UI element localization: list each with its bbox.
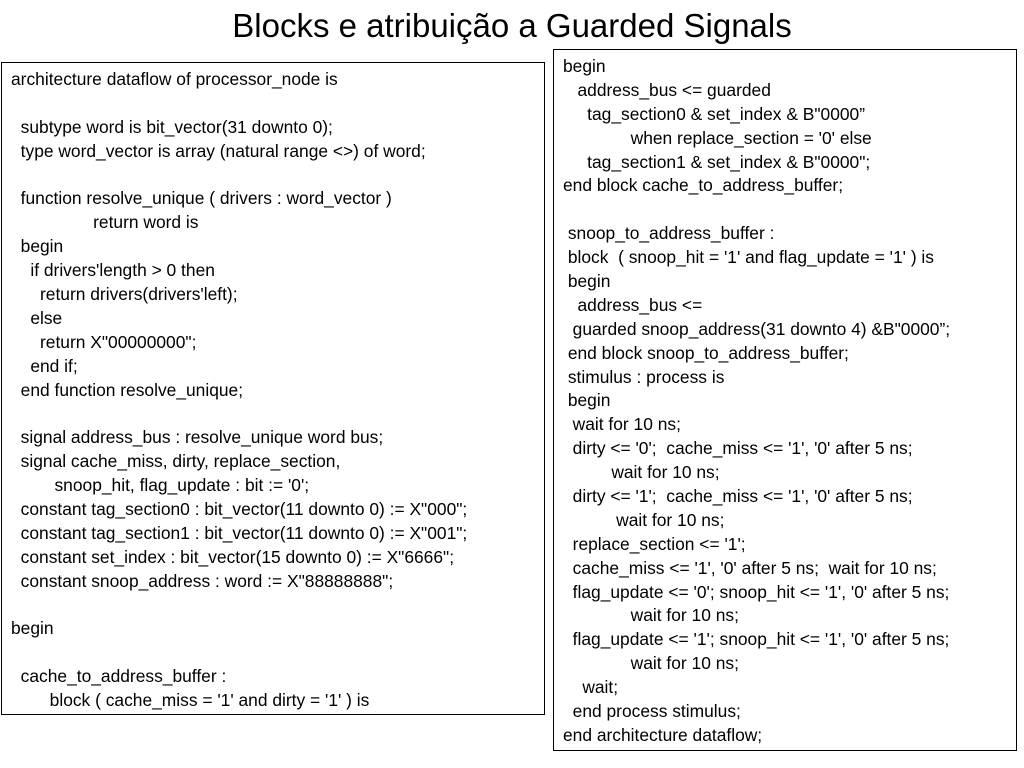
code-line: begin — [563, 271, 611, 292]
code-line: tag_section0 & set_index & B"0000” — [563, 103, 866, 124]
code-line: signal address_bus : resolve_unique word bus; — [11, 427, 384, 448]
code-line: architecture dataflow of processor_node is — [11, 69, 338, 89]
code-line: wait for 10 ns; — [563, 509, 725, 530]
code-line: if drivers'length > 0 then — [11, 260, 215, 281]
code-line: cache_to_address_buffer : — [11, 666, 227, 687]
code-line: end function resolve_unique; — [11, 379, 244, 400]
code-line — [11, 402, 544, 426]
code-line: wait for 10 ns; — [563, 462, 720, 483]
code-line: begin — [563, 56, 606, 76]
code-panel-left — [1, 62, 545, 715]
code-line: wait for 10 ns; — [563, 605, 739, 626]
code-line: block ( snoop_hit = '1' and flag_update = '1' ) is — [563, 247, 934, 268]
code-line: end process stimulus; — [563, 701, 741, 722]
code-line — [11, 641, 544, 665]
code-line: cache_miss <= '1', '0' after 5 ns; wait for 10 ns; — [563, 557, 937, 578]
code-line: begin — [11, 236, 64, 257]
code-line: signal cache_miss, dirty, replace_section, — [11, 451, 341, 472]
code-line — [11, 92, 544, 116]
code-line: subtype word is bit_vector(31 downto 0); — [11, 116, 333, 137]
code-line: end architecture dataflow; — [563, 724, 763, 745]
code-line: function resolve_unique ( drivers : word_vector ) — [11, 188, 392, 209]
code-line: return drivers(drivers'left); — [11, 284, 238, 305]
code-line: replace_section <= '1'; — [563, 533, 746, 554]
code-line: constant tag_section1 : bit_vector(11 downto 0) := X"001"; — [11, 522, 468, 543]
code-line: wait for 10 ns; — [563, 653, 739, 674]
code-line: guarded snoop_address(31 downto 4) &B"0000”; — [563, 318, 951, 339]
code-line: end block cache_to_address_buffer; — [563, 175, 844, 196]
code-line: stimulus : process is — [563, 366, 725, 387]
code-line: wait; — [563, 677, 619, 698]
code-line — [11, 594, 544, 618]
code-line: dirty <= '0'; cache_miss <= '1', '0' after 5 ns; — [563, 438, 913, 459]
code-line: return word is — [11, 212, 199, 233]
code-line: wait for 10 ns; — [563, 414, 681, 435]
code-line: dirty <= '1'; cache_miss <= '1', '0' after 5 ns; — [563, 486, 913, 507]
code-line: begin — [11, 618, 54, 639]
code-line: constant snoop_address : word := X"88888888"; — [11, 570, 394, 591]
code-line: snoop_hit, flag_update : bit := '0'; — [11, 475, 310, 496]
code-line: end if; — [11, 355, 78, 376]
code-line: return X"00000000"; — [11, 331, 197, 352]
code-line: constant set_index : bit_vector(15 downto 0) := X"6666"; — [11, 546, 455, 567]
code-line: flag_update <= '0'; snoop_hit <= '1', '0' after 5 ns; — [563, 581, 950, 602]
code-line: flag_update <= '1'; snoop_hit <= '1', '0' after 5 ns; — [563, 629, 950, 650]
slide-title: Blocks e atribuição a Guarded Signals — [232, 7, 792, 44]
code-line: begin — [563, 390, 611, 411]
code-line: address_bus <= guarded — [563, 79, 771, 100]
code-line: end block snoop_to_address_buffer; — [563, 342, 849, 363]
code-line: block ( cache_miss = '1' and dirty = '1' ) is — [11, 690, 370, 711]
code-line: tag_section1 & set_index & B"0000"; — [563, 151, 871, 172]
code-line: else — [11, 307, 63, 328]
code-line: type word_vector is array (natural range <>) of word; — [11, 140, 426, 161]
code-panel-right — [553, 49, 1017, 751]
code-line: when replace_section = '0' else — [563, 127, 872, 148]
code-line: snoop_to_address_buffer : — [563, 223, 775, 244]
code-line — [563, 198, 1016, 222]
code-line: constant tag_section0 : bit_vector(11 downto 0) := X"000"; — [11, 499, 468, 520]
code-line: address_bus <= — [563, 294, 703, 315]
code-line — [11, 164, 544, 188]
